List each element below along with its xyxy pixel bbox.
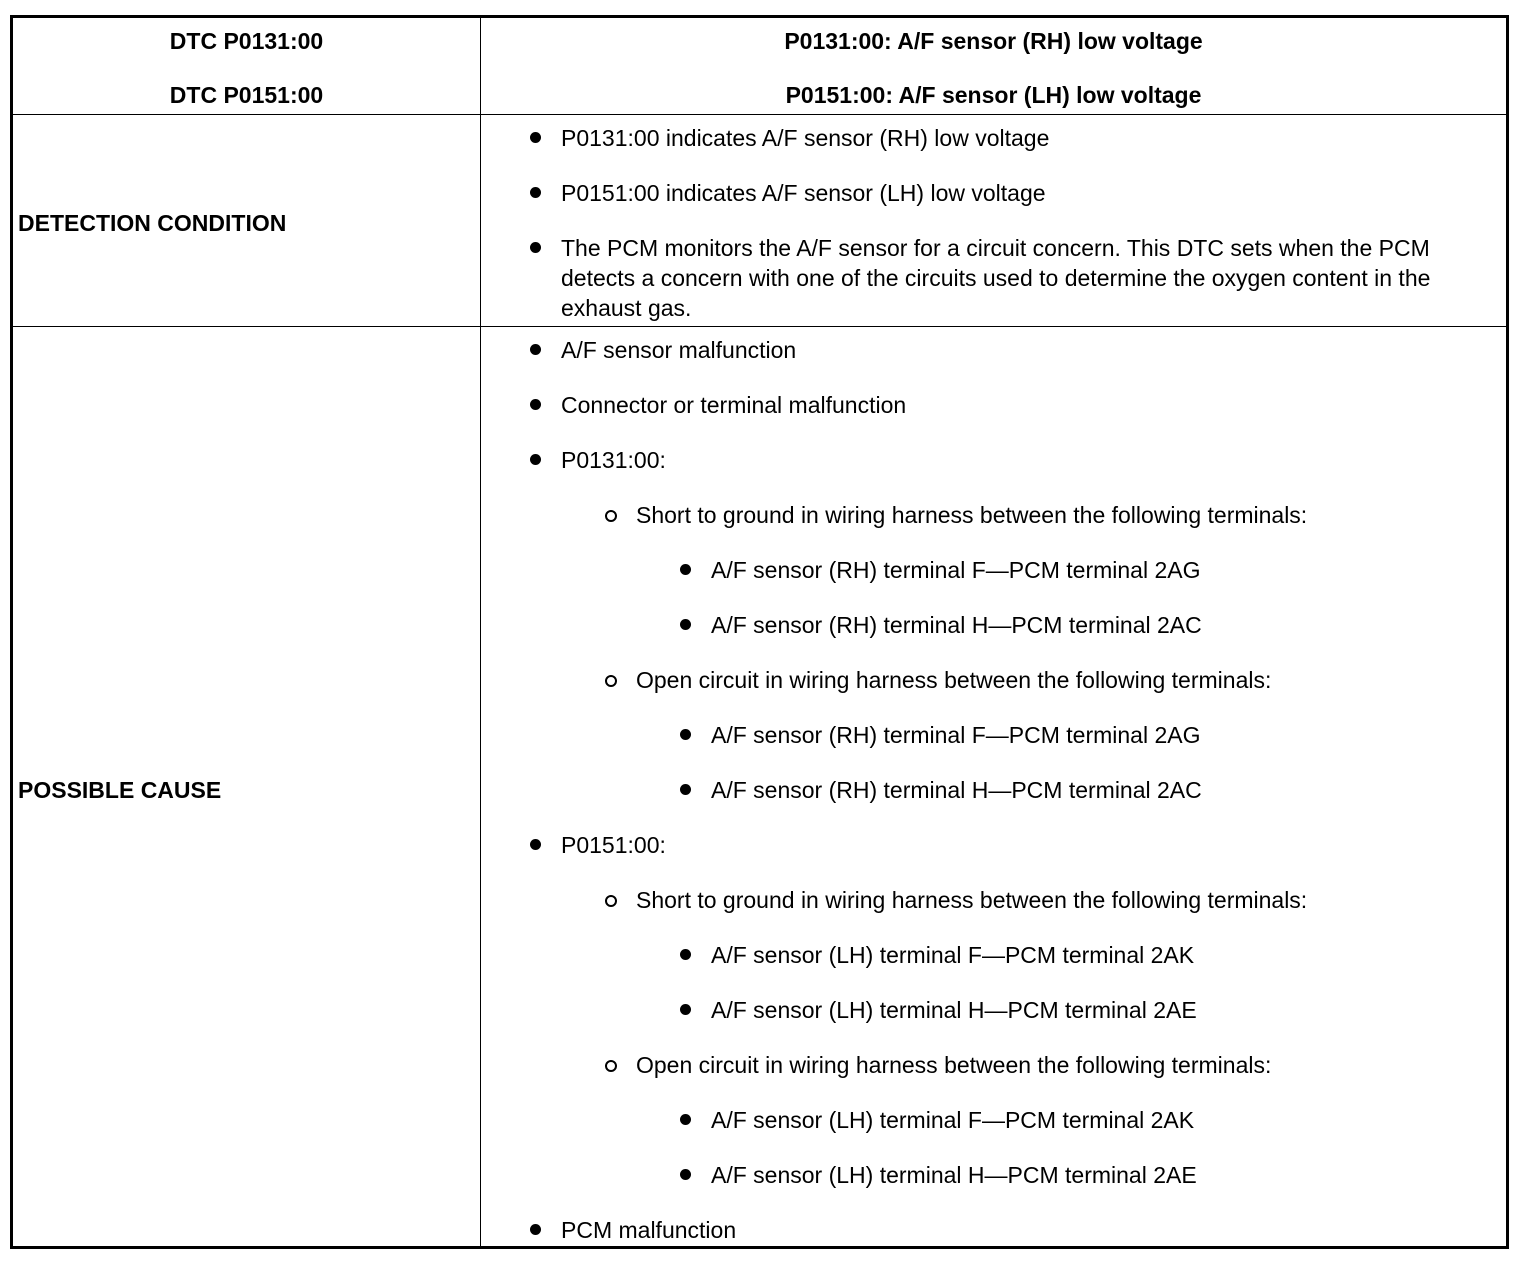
cause-item: P0131:00: <box>561 447 666 473</box>
detection-condition-label: DETECTION CONDITION <box>18 210 287 236</box>
column-divider <box>480 18 481 1246</box>
cause-detail: A/F sensor (RH) terminal F—PCM terminal 2AG <box>711 557 1201 583</box>
bullet-icon <box>530 344 541 355</box>
cause-detail: A/F sensor (LH) terminal H—PCM terminal 2AE <box>711 1162 1197 1188</box>
detection-item: The PCM monitors the A/F sensor for a circuit concern. This DTC sets when the PCM detects a concern with one of the circuits used to determine the oxygen content in the exhaust gas. <box>561 235 1431 321</box>
bullet-icon <box>680 1169 691 1180</box>
bullet-icon <box>530 454 541 465</box>
bullet-icon <box>680 564 691 575</box>
bullet-icon <box>530 1224 541 1235</box>
dtc-title-1: P0131:00: A/F sensor (RH) low voltage <box>784 28 1203 54</box>
cause-item: A/F sensor malfunction <box>561 337 797 363</box>
dtc-table <box>10 15 1509 1249</box>
cause-detail: A/F sensor (RH) terminal H—PCM terminal 2AC <box>711 612 1202 638</box>
cause-subitem: Open circuit in wiring harness between the following terminals: <box>636 1052 1272 1078</box>
sub-bullet-icon <box>605 1060 617 1072</box>
bullet-icon <box>680 1114 691 1125</box>
row-divider-header <box>13 114 1506 115</box>
row-divider-detection <box>13 326 1506 327</box>
cause-subitem: Open circuit in wiring harness between the following terminals: <box>636 667 1272 693</box>
bullet-icon <box>680 619 691 630</box>
cause-item: Connector or terminal malfunction <box>561 392 907 418</box>
possible-cause-label: POSSIBLE CAUSE <box>18 777 222 803</box>
dtc-title-2: P0151:00: A/F sensor (LH) low voltage <box>785 82 1202 108</box>
cause-detail: A/F sensor (LH) terminal F—PCM terminal 2AK <box>711 942 1195 968</box>
sub-bullet-icon <box>605 675 617 687</box>
dtc-code-2: DTC P0151:00 <box>169 82 324 108</box>
sub-bullet-icon <box>605 895 617 907</box>
detection-item: P0151:00 indicates A/F sensor (LH) low voltage <box>561 180 1046 206</box>
detection-item: P0131:00 indicates A/F sensor (RH) low voltage <box>561 125 1050 151</box>
bullet-icon <box>530 839 541 850</box>
dtc-code-1: DTC P0131:00 <box>169 28 324 54</box>
cause-item: PCM malfunction <box>561 1217 737 1243</box>
bullet-icon <box>530 187 541 198</box>
bullet-icon <box>680 1004 691 1015</box>
bullet-icon <box>680 949 691 960</box>
cause-detail: A/F sensor (LH) terminal F—PCM terminal 2AK <box>711 1107 1195 1133</box>
cause-detail: A/F sensor (LH) terminal H—PCM terminal 2AE <box>711 997 1197 1023</box>
bullet-icon <box>530 132 541 143</box>
cause-detail: A/F sensor (RH) terminal F—PCM terminal 2AG <box>711 722 1201 748</box>
bullet-icon <box>530 242 541 253</box>
cause-item: P0151:00: <box>561 832 666 858</box>
sub-bullet-icon <box>605 510 617 522</box>
cause-subitem: Short to ground in wiring harness between the following terminals: <box>636 502 1308 528</box>
bullet-icon <box>530 399 541 410</box>
bullet-icon <box>680 784 691 795</box>
bullet-icon <box>680 729 691 740</box>
cause-detail: A/F sensor (RH) terminal H—PCM terminal 2AC <box>711 777 1202 803</box>
cause-subitem: Short to ground in wiring harness between the following terminals: <box>636 887 1308 913</box>
